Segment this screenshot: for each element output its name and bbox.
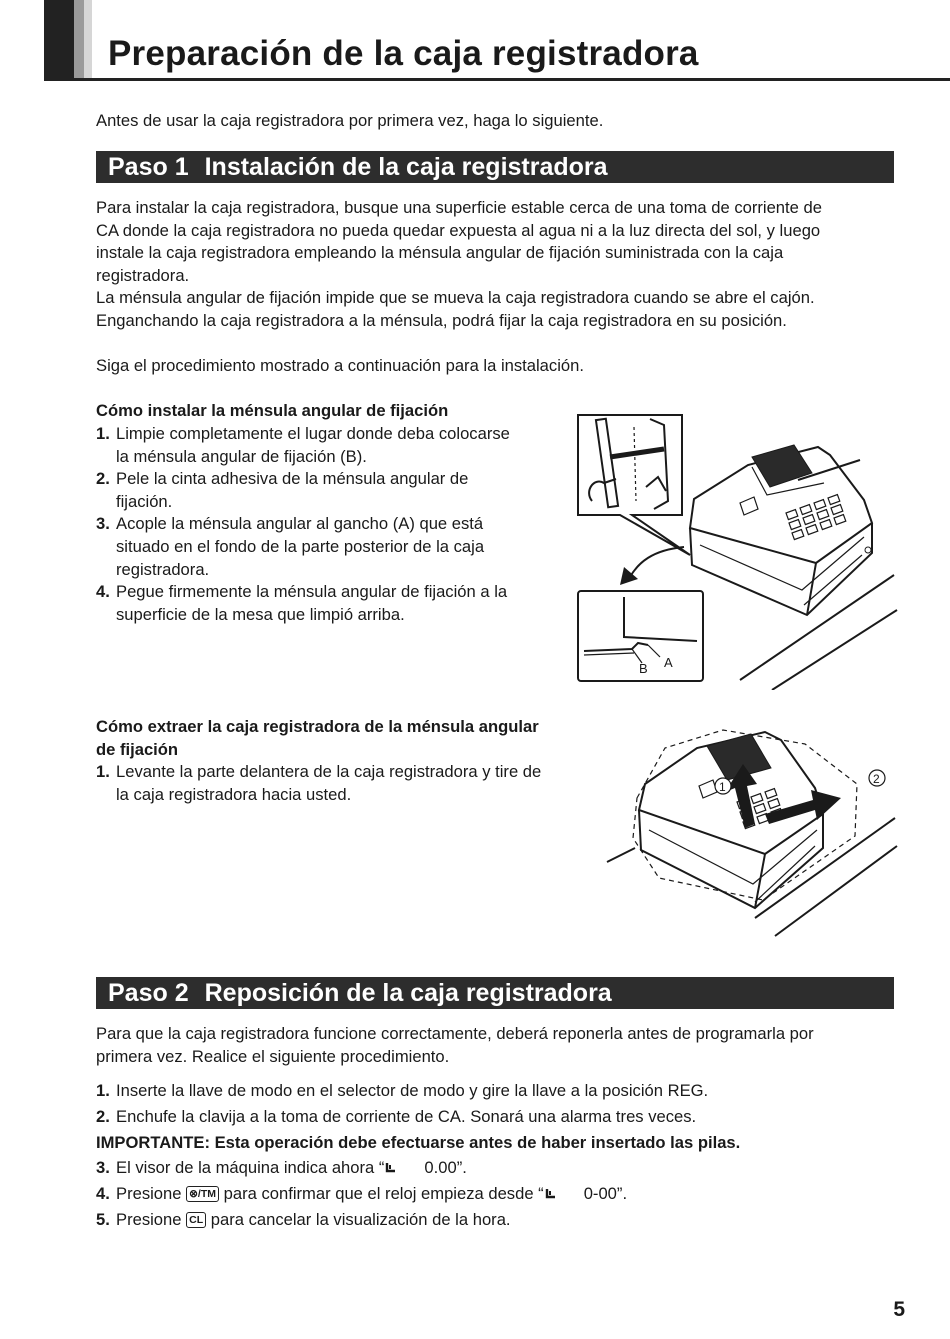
step-line: Acople la ménsula angular al gancho (A) que está (116, 514, 484, 534)
step-text: para cancelar la visualización de la hora. (210, 1209, 511, 1229)
important-text: IMPORTANTE: Esta operación debe efectuarse antes de haber insertado las pilas. (96, 1132, 741, 1152)
step-number: 2. (96, 469, 110, 489)
step-marker-2-label: 2 (873, 772, 880, 786)
step-line: la ménsula angular de fijación (B). (116, 446, 367, 466)
table-edge-line (607, 848, 635, 862)
remove-steps (96, 761, 586, 806)
section-number: Paso 2 (108, 979, 189, 1007)
step-number: 2. (96, 1106, 110, 1126)
step-number: 4. (96, 582, 110, 602)
section-header-paso2 (96, 977, 894, 1009)
step-line: Pegue firmemente la ménsula angular de fijación a la (116, 582, 508, 602)
list-item (96, 513, 566, 581)
section-title: Instalación de la caja registradora (204, 153, 608, 181)
step-text: Presione (116, 1184, 182, 1204)
list-item (96, 1183, 896, 1209)
step-text: Presione (116, 1209, 182, 1229)
label-b: B (639, 661, 648, 676)
label-a: A (664, 655, 673, 670)
important-note (96, 1132, 896, 1158)
callout-bracket-detail (578, 591, 703, 681)
step-text: Enchufe la clavija a la toma de corriente de CA. Sonará una alarma tres veces. (116, 1106, 697, 1126)
bracket-install-illustration (572, 405, 902, 690)
section-header-paso1 (96, 151, 894, 183)
list-item (96, 1157, 896, 1183)
step-line: situado en el fondo de la parte posterior de la caja (116, 536, 485, 556)
install-heading: Cómo instalar la ménsula angular de fijación (96, 401, 449, 420)
curved-arrow (630, 547, 684, 577)
follow-procedure-text: Siga el procedimiento mostrado a continuación para la instalación. (96, 356, 584, 375)
list-item (96, 581, 566, 626)
step-number: 3. (96, 1158, 110, 1178)
paso2-paragraph (96, 1023, 896, 1068)
step-line: Levante la parte delantera de la caja registradora y tire de (116, 762, 542, 781)
paragraph-line: Para instalar la caja registradora, busque una superficie estable cerca de una toma de corriente de (96, 198, 822, 217)
display-value: 0-00 (583, 1184, 617, 1204)
page-title: Preparación de la caja registradora (108, 34, 699, 73)
paragraph-line: Para que la caja registradora funcione correctamente, deberá reponerla antes de programarla por (96, 1024, 814, 1043)
step-number: 5. (96, 1209, 110, 1229)
step-marker-1-label: 1 (719, 780, 726, 794)
title-bar-accent-dark (44, 0, 74, 81)
section-title: Reposición de la caja registradora (204, 979, 612, 1007)
step-line: superficie de la mesa que limpió arriba. (116, 604, 405, 624)
clear-key-icon: CL (186, 1212, 206, 1228)
paragraph-line: instale la caja registradora empleando la ménsula angular de fijación suministrada con la caja (96, 243, 784, 263)
step-line: la caja registradora hacia usted. (116, 784, 352, 804)
list-item (96, 1106, 896, 1132)
paragraph-line: La ménsula angular de fijación impide que se mueva la caja registradora cuando se abre el cajón. (96, 288, 815, 308)
step-number: 4. (96, 1184, 110, 1204)
step-number: 1. (96, 762, 110, 781)
callout-peel-tape (578, 415, 690, 555)
intro-text: Antes de usar la caja registradora por primera vez, haga lo siguiente. (96, 111, 604, 130)
table-edge-line (755, 818, 895, 918)
step-number: 1. (96, 1081, 110, 1100)
list-item (96, 1209, 896, 1235)
title-underline (44, 78, 950, 81)
table-edge-line (772, 610, 897, 690)
register-removal-illustration (605, 718, 900, 940)
reset-steps (96, 1080, 896, 1235)
step-line: registradora. (116, 559, 210, 579)
heading-line: de fijación (96, 739, 179, 759)
step-number: 1. (96, 424, 110, 443)
install-steps (96, 423, 566, 626)
title-bar-accent-gray (74, 0, 84, 81)
step-text: ”. (616, 1184, 628, 1204)
subtotal-time-key-icon: ⊗/TM (186, 1186, 219, 1202)
remove-heading (96, 716, 539, 761)
step-line: Pele la cinta adhesiva de la ménsula angular de (116, 469, 469, 489)
step-number: 3. (96, 514, 110, 534)
cash-register-drawing (690, 445, 872, 615)
paragraph-line: Enganchando la caja registradora a la ménsula, podrá fijar la caja registradora en su posición. (96, 310, 787, 330)
page-number: 5 (893, 1298, 905, 1321)
step-text: El visor de la máquina indica ahora “ (116, 1158, 385, 1178)
title-bar-accent-light (84, 0, 92, 81)
cash-register-drawing (639, 732, 823, 908)
heading-line: Cómo extraer la caja registradora de la ménsula angular (96, 717, 539, 736)
display-value: 0.00 (424, 1158, 457, 1178)
step-line: Limpie completamente el lugar donde deba colocarse (116, 424, 510, 443)
list-item (96, 468, 566, 513)
list-item (96, 423, 566, 468)
list-item (96, 1080, 896, 1106)
step-text: Inserte la llave de modo en el selector de modo y gire la llave a la posición REG. (116, 1081, 709, 1100)
paragraph-line: primera vez. Realice el siguiente procedimiento. (96, 1046, 450, 1066)
step-line: fijación. (116, 491, 173, 511)
paragraph-line: registradora. (96, 265, 190, 285)
step-text: ”. (456, 1158, 467, 1178)
paragraph-line: CA donde la caja registradora no pueda quedar expuesta al agua ni a la luz directa del sol, y luego (96, 220, 821, 240)
step-text: para confirmar que el reloj empieza desde “ (223, 1184, 544, 1204)
mode-symbol-icon (544, 1186, 570, 1200)
mode-symbol-icon (384, 1160, 410, 1174)
paso1-paragraph (96, 197, 896, 333)
section-number: Paso 1 (108, 153, 189, 181)
list-item (96, 761, 586, 806)
